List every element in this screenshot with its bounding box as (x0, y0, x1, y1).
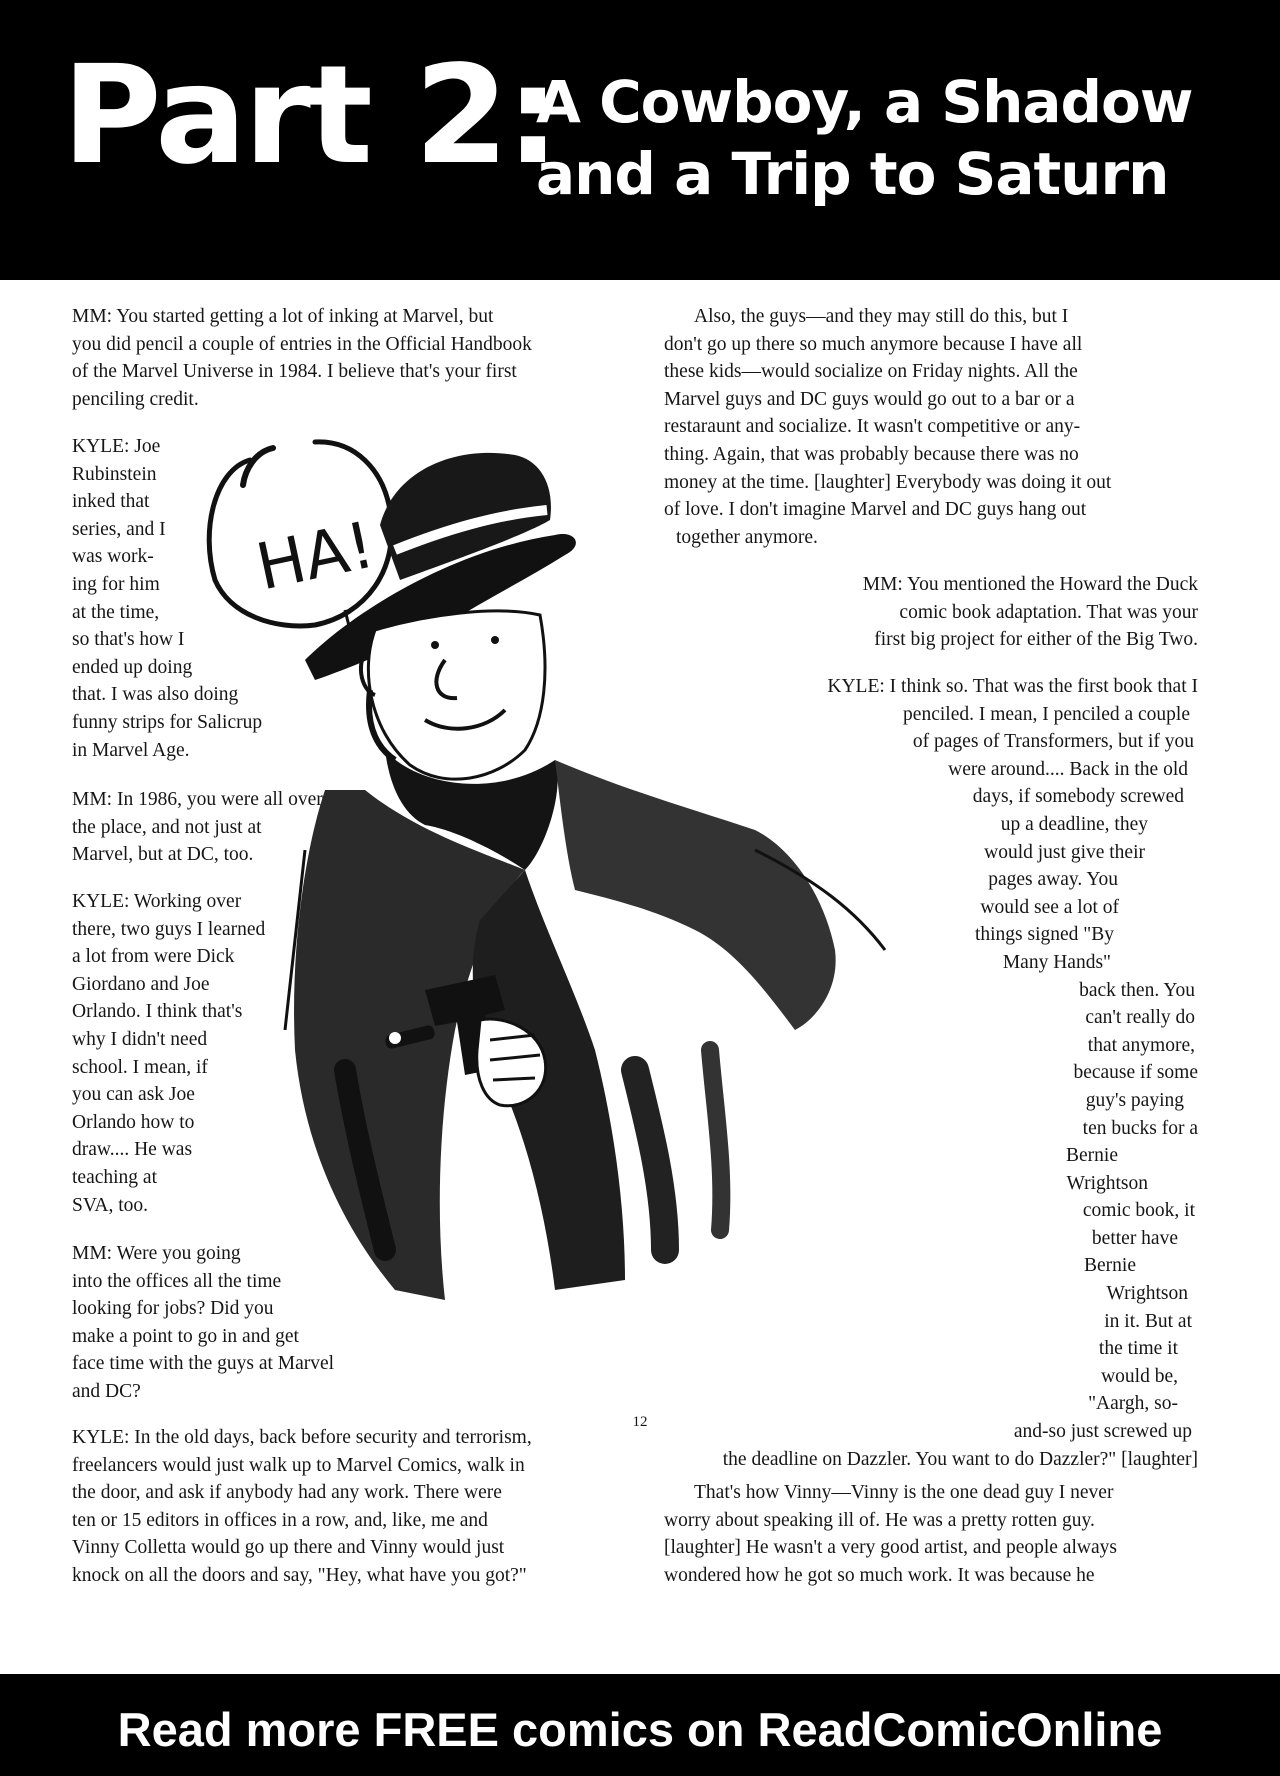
text-line: comic book adaptation. That was your (899, 601, 1198, 623)
text-line: funny strips for Salicrup (72, 711, 263, 733)
left-paragraph-1 (72, 303, 532, 413)
text-line: would be, (1101, 1365, 1178, 1387)
text-line: worry about speaking ill of. He was a pretty rotten guy. (664, 1509, 1095, 1531)
text-line: That's how Vinny—Vinny is the one dead guy I never (694, 1482, 1114, 1503)
text-line: at the time, (72, 601, 160, 623)
left-paragraph-2 (72, 433, 262, 764)
promo-banner[interactable] (0, 1674, 1280, 1776)
text-line: were around.... Back in the old (948, 758, 1188, 780)
text-line: MM: You started getting a lot of inking at Marvel, but (72, 306, 494, 327)
text-line: Wrightson (1066, 1172, 1148, 1194)
right-paragraph-2 (664, 571, 1198, 654)
text-line: would just give their (984, 841, 1145, 863)
text-line: MM: Were you going (72, 1243, 241, 1264)
right-paragraph-4 (664, 1479, 1117, 1589)
text-line: MM: In 1986, you were all over (72, 789, 323, 810)
text-line: the deadline on Dazzler. You want to do Dazzler?" [laughter] (722, 1448, 1198, 1470)
text-line: better have (1091, 1227, 1178, 1249)
left-paragraph-5 (72, 1240, 334, 1406)
text-line: Bernie (1066, 1145, 1118, 1167)
text-line: can't really do (1085, 1007, 1195, 1029)
text-line: restaraunt and socialize. It wasn't competitive or any- (664, 416, 1081, 438)
text-line: SVA, too. (72, 1194, 149, 1216)
part-label: Part 2: (62, 37, 558, 195)
text-line: guy's paying (1085, 1089, 1184, 1111)
text-line: Orlando how to (72, 1111, 195, 1133)
text-line: that. I was also doing (72, 684, 239, 706)
text-line: and DC? (72, 1380, 141, 1402)
text-line: Wrightson (1106, 1283, 1188, 1305)
text-line: the place, and not just at (72, 816, 262, 838)
text-line: Many Hands" (1002, 951, 1111, 973)
text-line: was work- (72, 546, 154, 568)
text-line: ten bucks for a (1082, 1117, 1198, 1139)
text-line: penciling credit. (72, 388, 199, 410)
text-line: in Marvel Age. (72, 739, 190, 761)
text-line: thing. Again, that was probably because there was no (664, 443, 1079, 465)
text-line: draw.... He was (72, 1139, 193, 1161)
text-line: of love. I don't imagine Marvel and DC guys hang out (664, 499, 1087, 521)
text-line: a lot from were Dick (72, 946, 235, 968)
text-line: days, if somebody screwed (972, 786, 1184, 808)
text-line: these kids—would socialize on Friday nights. All the (664, 361, 1078, 383)
text-line: in it. But at (1104, 1310, 1192, 1332)
text-line: Giordano and Joe (72, 973, 210, 995)
text-line: there, two guys I learned (72, 918, 266, 940)
text-line: Rubinstein (72, 463, 157, 485)
text-line: freelancers would just walk up to Marvel Comics, walk in (72, 1454, 525, 1476)
text-line: series, and I (72, 518, 166, 540)
text-line: of pages of Transformers, but if you (912, 731, 1194, 753)
text-line: why I didn't need (72, 1028, 208, 1050)
text-line: the time it (1098, 1338, 1178, 1360)
text-line: things signed "By (974, 924, 1114, 946)
right-paragraph-3 (664, 673, 1198, 1473)
text-line: the door, and ask if anybody had any work. There were (72, 1482, 502, 1504)
text-line: Bernie (1084, 1255, 1136, 1277)
left-paragraph-3 (72, 786, 323, 869)
text-line: ing for him (72, 573, 160, 595)
chapter-subtitle (536, 66, 1192, 210)
text-line: school. I mean, if (72, 1056, 208, 1078)
text-line: "Aargh, so- (1088, 1393, 1178, 1415)
text-line: because if some (1073, 1062, 1198, 1084)
text-line: pages away. You (988, 869, 1118, 891)
promo-banner-text[interactable]: Read more FREE comics on ReadComicOnline (117, 1703, 1163, 1756)
text-line: Vinny Colletta would go up there and Vinny would just (72, 1537, 505, 1559)
subtitle-line-2: and a Trip to Saturn (536, 140, 1169, 208)
text-line: so that's how I (72, 629, 185, 651)
text-line: KYLE: In the old days, back before security and terrorism, (72, 1427, 532, 1448)
text-line: Marvel guys and DC guys would go out to a bar or a (664, 388, 1075, 410)
left-paragraph-6 (72, 1424, 532, 1590)
left-paragraph-4 (72, 888, 265, 1219)
text-line: you did pencil a couple of entries in the Official Handbook (72, 333, 532, 355)
text-line: knock on all the doors and say, "Hey, what have you got?" (72, 1564, 527, 1586)
text-line: teaching at (72, 1166, 157, 1188)
text-line: first big project for either of the Big Two. (874, 629, 1198, 651)
text-line: looking for jobs? Did you (72, 1298, 274, 1320)
text-line: you can ask Joe (72, 1084, 195, 1106)
text-line: money at the time. [laughter] Everybody was doing it out (664, 471, 1112, 493)
text-line: [laughter] He wasn't a very good artist, and people always (664, 1537, 1117, 1559)
text-line: would see a lot of (980, 896, 1119, 918)
text-line: back then. You (1079, 979, 1195, 1001)
text-line: don't go up there so much anymore because I have all (664, 333, 1083, 355)
subtitle-line-1: A Cowboy, a Shadow (536, 68, 1193, 136)
text-line: KYLE: Joe (72, 436, 161, 457)
text-line: Orlando. I think that's (72, 1001, 243, 1023)
speech-text: HA! (250, 508, 381, 606)
text-line: make a point to go in and get (72, 1325, 299, 1347)
text-line: Marvel, but at DC, too. (72, 844, 254, 866)
text-line: together anymore. (676, 526, 818, 548)
text-line: Also, the guys—and they may still do this, but I (694, 306, 1069, 327)
text-line: KYLE: Working over (72, 891, 242, 912)
text-line: of the Marvel Universe in 1984. I believe that's your first (72, 361, 517, 383)
text-line: and-so just screwed up (1013, 1421, 1192, 1443)
text-line: that anymore, (1087, 1034, 1195, 1056)
text-line: KYLE: I think so. That was the first book that I (827, 676, 1198, 697)
page-number: 12 (632, 1414, 648, 1430)
text-line: wondered how he got so much work. It was because he (664, 1564, 1095, 1586)
text-line: up a deadline, they (1000, 813, 1148, 835)
text-line: face time with the guys at Marvel (72, 1353, 335, 1375)
text-line: comic book, it (1082, 1200, 1195, 1222)
text-line: inked that (72, 491, 150, 513)
chapter-header (0, 0, 1280, 280)
text-line: ended up doing (72, 656, 193, 678)
text-line: into the offices all the time (72, 1270, 282, 1292)
text-line: MM: You mentioned the Howard the Duck (862, 574, 1198, 595)
right-paragraph-1 (664, 303, 1111, 551)
text-line: ten or 15 editors in offices in a row, and, like, me and (72, 1509, 488, 1531)
text-line: penciled. I mean, I penciled a couple (903, 703, 1190, 725)
